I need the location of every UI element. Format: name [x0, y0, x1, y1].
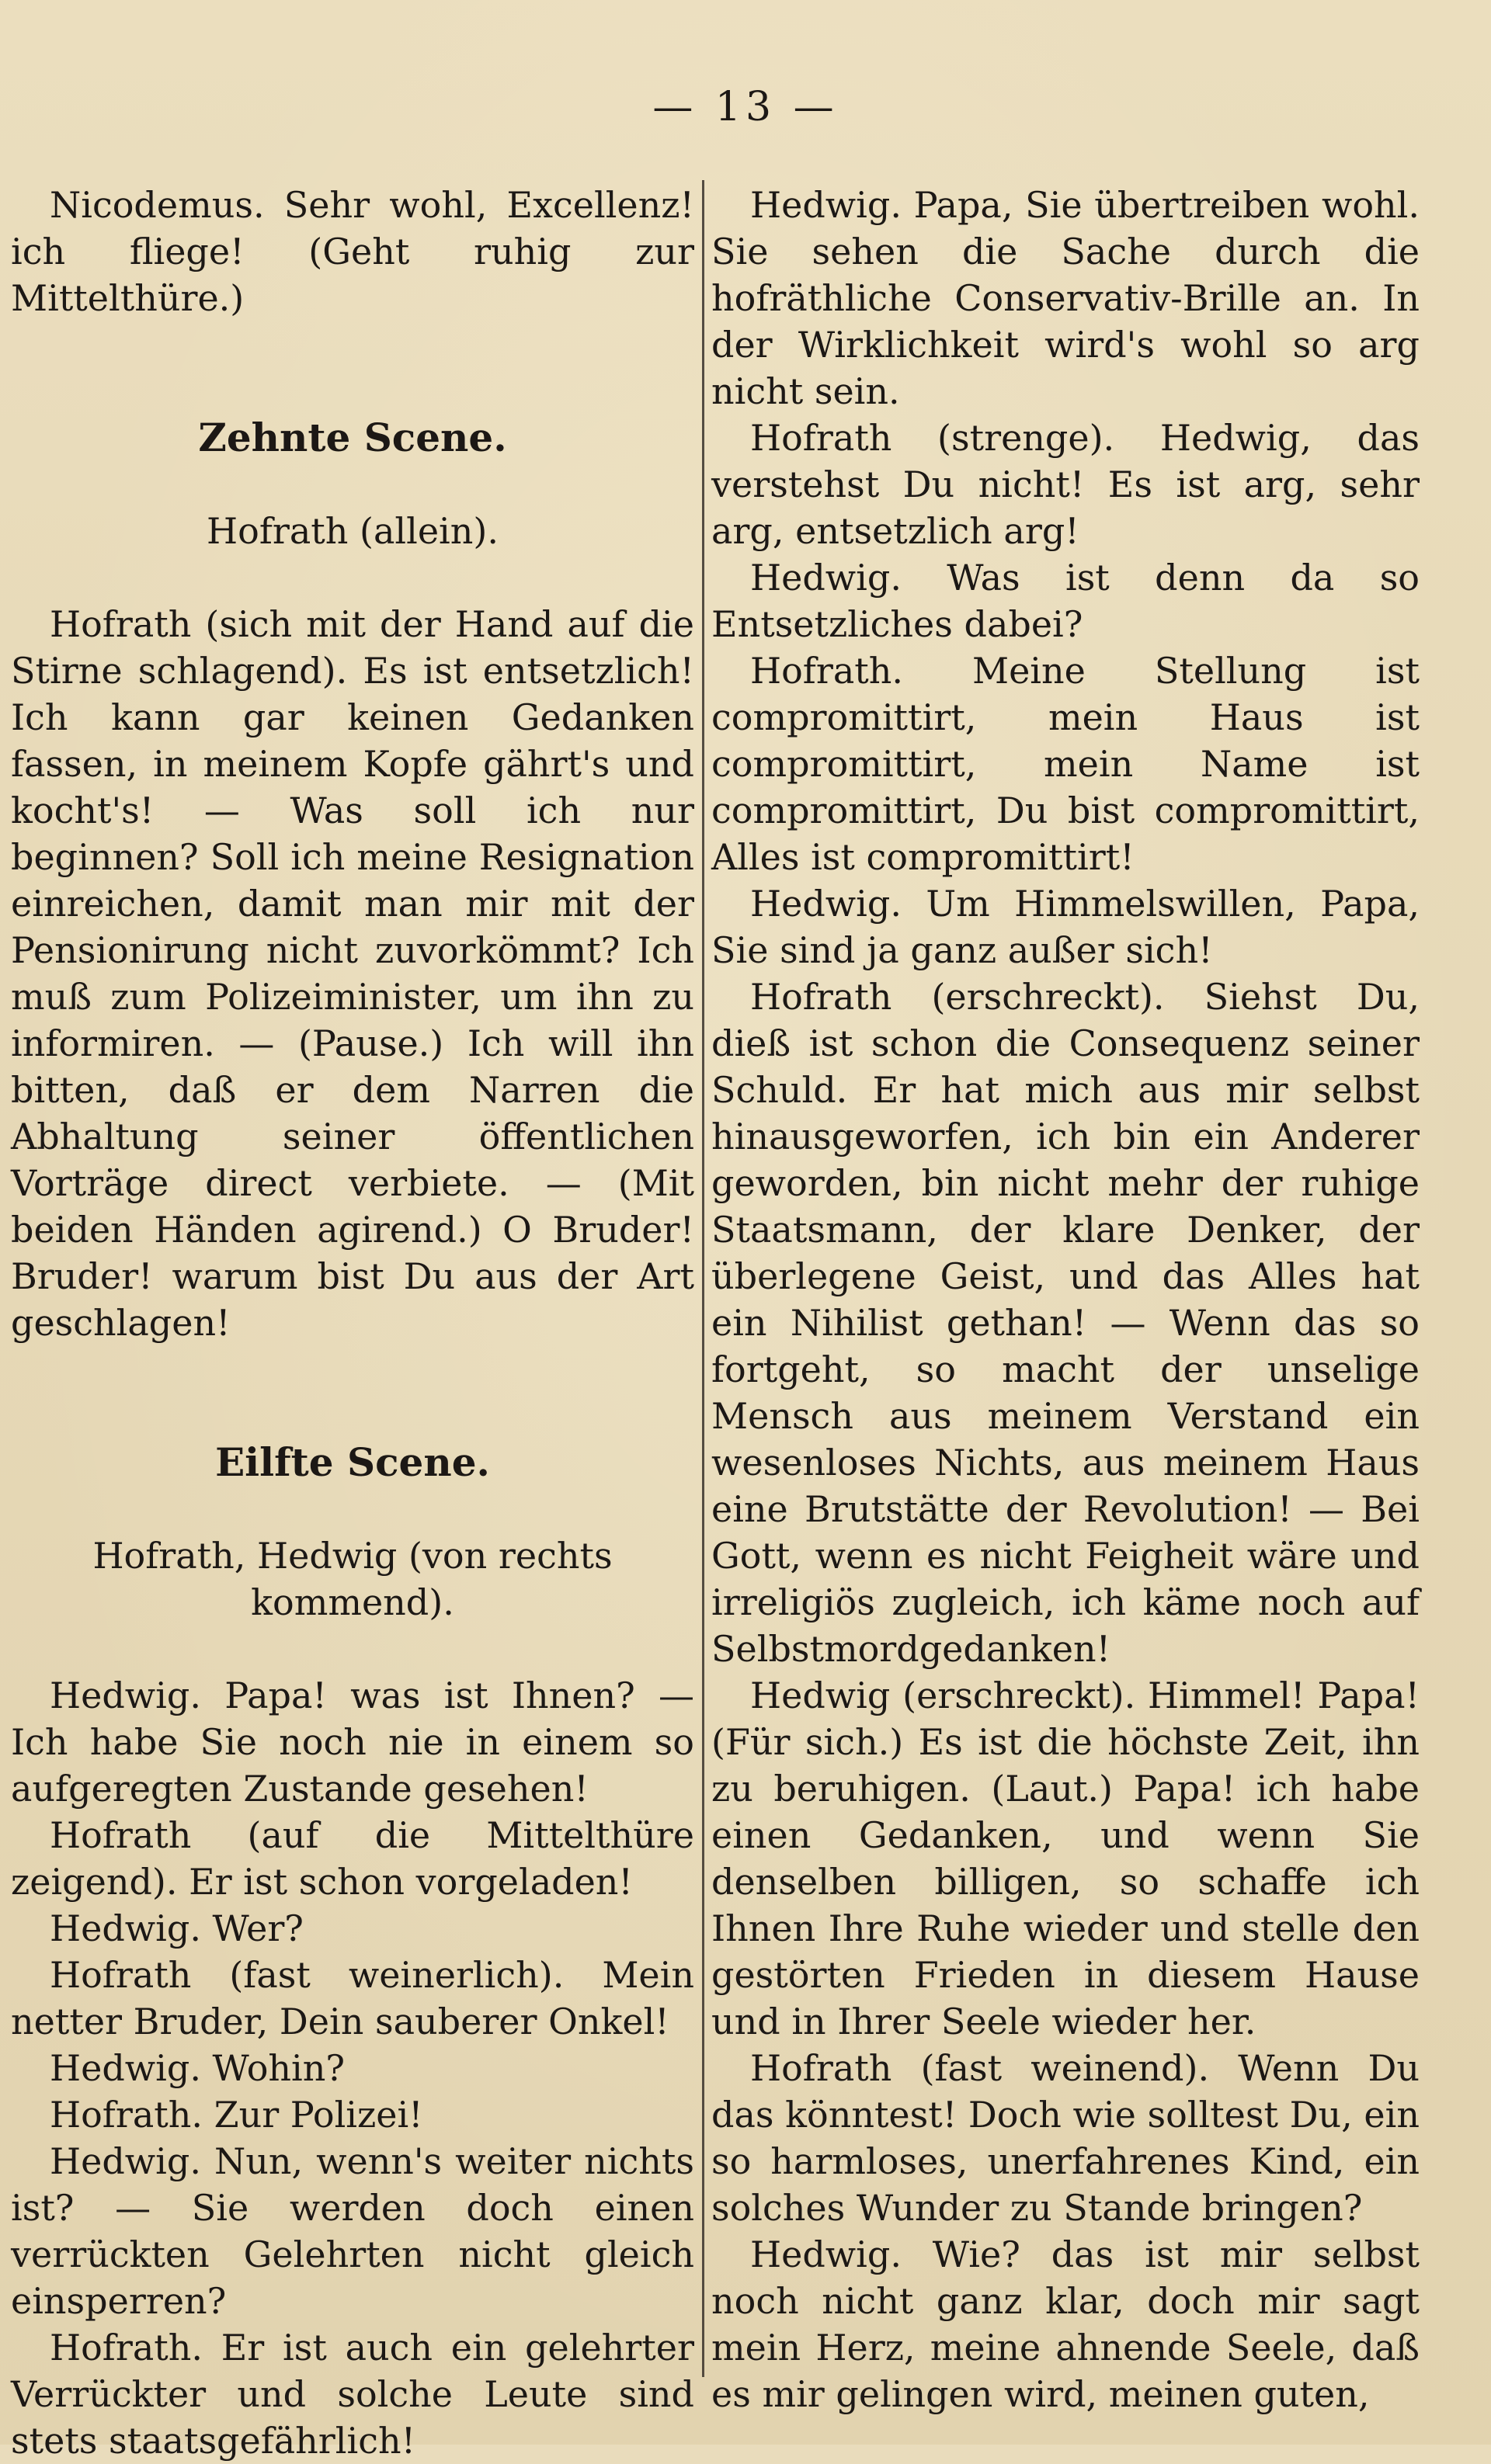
- paragraph-hedwig-9: Hedwig. Wie? das ist mir selbst noch nicht ganz klar, doch mir sagt mein Herz, meine ahnende Seele, daß es mir gelingen wird, meinen guten,: [711, 2233, 1420, 2415]
- paragraph-hedwig-6: Hedwig. Was ist denn da so Entsetzliches dabei?: [711, 557, 1420, 645]
- page-number: — 13 —: [652, 84, 839, 130]
- paragraph-hofrath-7: Hofrath (erschreckt). Siehst Du, dieß ist schon die Consequenz seiner Schuld. Er hat mich aus mir selbst hinausgeworfen, ich bin ein Anderer geworden, bin nicht mehr der ruhige Staatsmann, der klare Denker, der überlegene Geist, und das Alles hat ein Nihilist gethan! — Wenn das so fortgeht, so macht der unselige Mensch aus meinem Verstand ein wesenloses Nichts, aus meinem Haus eine Brutstätte der Revolution! — Bei Gott, wenn es nicht Feigheit wäre und irreligiös zugleich, ich käme noch auf Selbstmordgedanken!: [711, 976, 1420, 1670]
- paragraph-nicodemus: Nicodemus. Sehr wohl, Excellenz! ich fliege! (Geht ruhig zur Mittelthüre.): [11, 184, 694, 319]
- paragraph-hofrath-6: Hofrath. Meine Stellung ist compromittirt, mein Haus ist compromittirt, mein Name ist compromittirt, Du bist compromittirt, Alles ist compromittirt!: [711, 650, 1420, 878]
- scene-heading-eilfte: Eilfte Scene.: [215, 1439, 490, 1485]
- paragraph-hedwig-3: Hedwig. Wohin?: [50, 2047, 346, 2089]
- paragraph-hofrath-1: Hofrath (auf die Mittelthüre zeigend). Er ist schon vorgeladen!: [11, 1814, 694, 1903]
- paragraph-hedwig-5: Hedwig. Papa, Sie übertreiben wohl. Sie sehen die Sache durch die hofräthliche Conservativ-Brille an. In der Wirklichkeit wird's wohl so arg nicht sein.: [711, 184, 1420, 412]
- scene-cast-zehnte: Hofrath (allein).: [207, 510, 499, 552]
- paragraph-hedwig-4: Hedwig. Nun, wenn's weiter nichts ist? — Sie werden doch einen verrückten Gelehrten nicht gleich einsperren?: [11, 2140, 694, 2322]
- paragraph-hedwig-8: Hedwig (erschreckt). Himmel! Papa! (Für sich.) Es ist die höchste Zeit, ihn zu beruhigen. (Laut.) Papa! ich habe einen Gedanken, und wenn Sie denselben billigen, so schaffe ich Ihnen Ihre Ruhe wieder und stelle den gestörten Frieden in diesem Hause und in Ihrer Seele wieder her.: [711, 1674, 1420, 2042]
- paragraph-hedwig-1: Hedwig. Papa! was ist Ihnen? — Ich habe Sie noch nie in einem so aufgeregten Zustande gesehen!: [11, 1674, 694, 1810]
- paragraph-hedwig-7: Hedwig. Um Himmelswillen, Papa, Sie sind ja ganz außer sich!: [711, 883, 1420, 971]
- scene-heading-zehnte: Zehnte Scene.: [198, 415, 507, 460]
- paragraph-hofrath-2: Hofrath (fast weinerlich). Mein netter Bruder, Dein sauberer Onkel!: [11, 1954, 694, 2042]
- scene-cast-eilfte: Hofrath, Hedwig (von rechts kommend).: [92, 1535, 613, 1623]
- column-divider: [702, 180, 704, 2377]
- right-column: [711, 182, 1420, 2417]
- paragraph-hofrath-3: Hofrath. Zur Polizei!: [50, 2094, 423, 2136]
- paragraph-hofrath-monolog: Hofrath (sich mit der Hand auf die Stirne schlagend). Es ist entsetzlich! Ich kann gar keinen Gedanken fassen, in meinem Kopfe gährt's und kocht's! — Was soll ich nur beginnen? Soll ich meine Resignation einreichen, damit man mir mit der Pensionirung nicht zuvorkömmt? Ich muß zum Polizeiminister, um ihn zu informiren. — (Pause.) Ich will ihn bitten, daß er dem Narren die Abhaltung seiner öffentlichen Vorträge direct verbiete. — (Mit beiden Händen agirend.) O Bruder! Bruder! warum bist Du aus der Art geschlagen!: [11, 603, 694, 1344]
- paragraph-hedwig-2: Hedwig. Wer?: [50, 1907, 304, 1949]
- left-column: [11, 182, 694, 2464]
- paragraph-hofrath-4: Hofrath. Er ist auch ein gelehrter Verrückter und solche Leute sind stets staatsgefährlich!: [11, 2327, 694, 2462]
- paragraph-hofrath-5: Hofrath (strenge). Hedwig, das verstehst Du nicht! Es ist arg, sehr arg, entsetzlich arg!: [711, 417, 1420, 552]
- paragraph-hofrath-8: Hofrath (fast weinend). Wenn Du das könntest! Doch wie solltest Du, ein so harmloses, unerfahrenes Kind, ein solches Wunder zu Stande bringen?: [711, 2047, 1420, 2229]
